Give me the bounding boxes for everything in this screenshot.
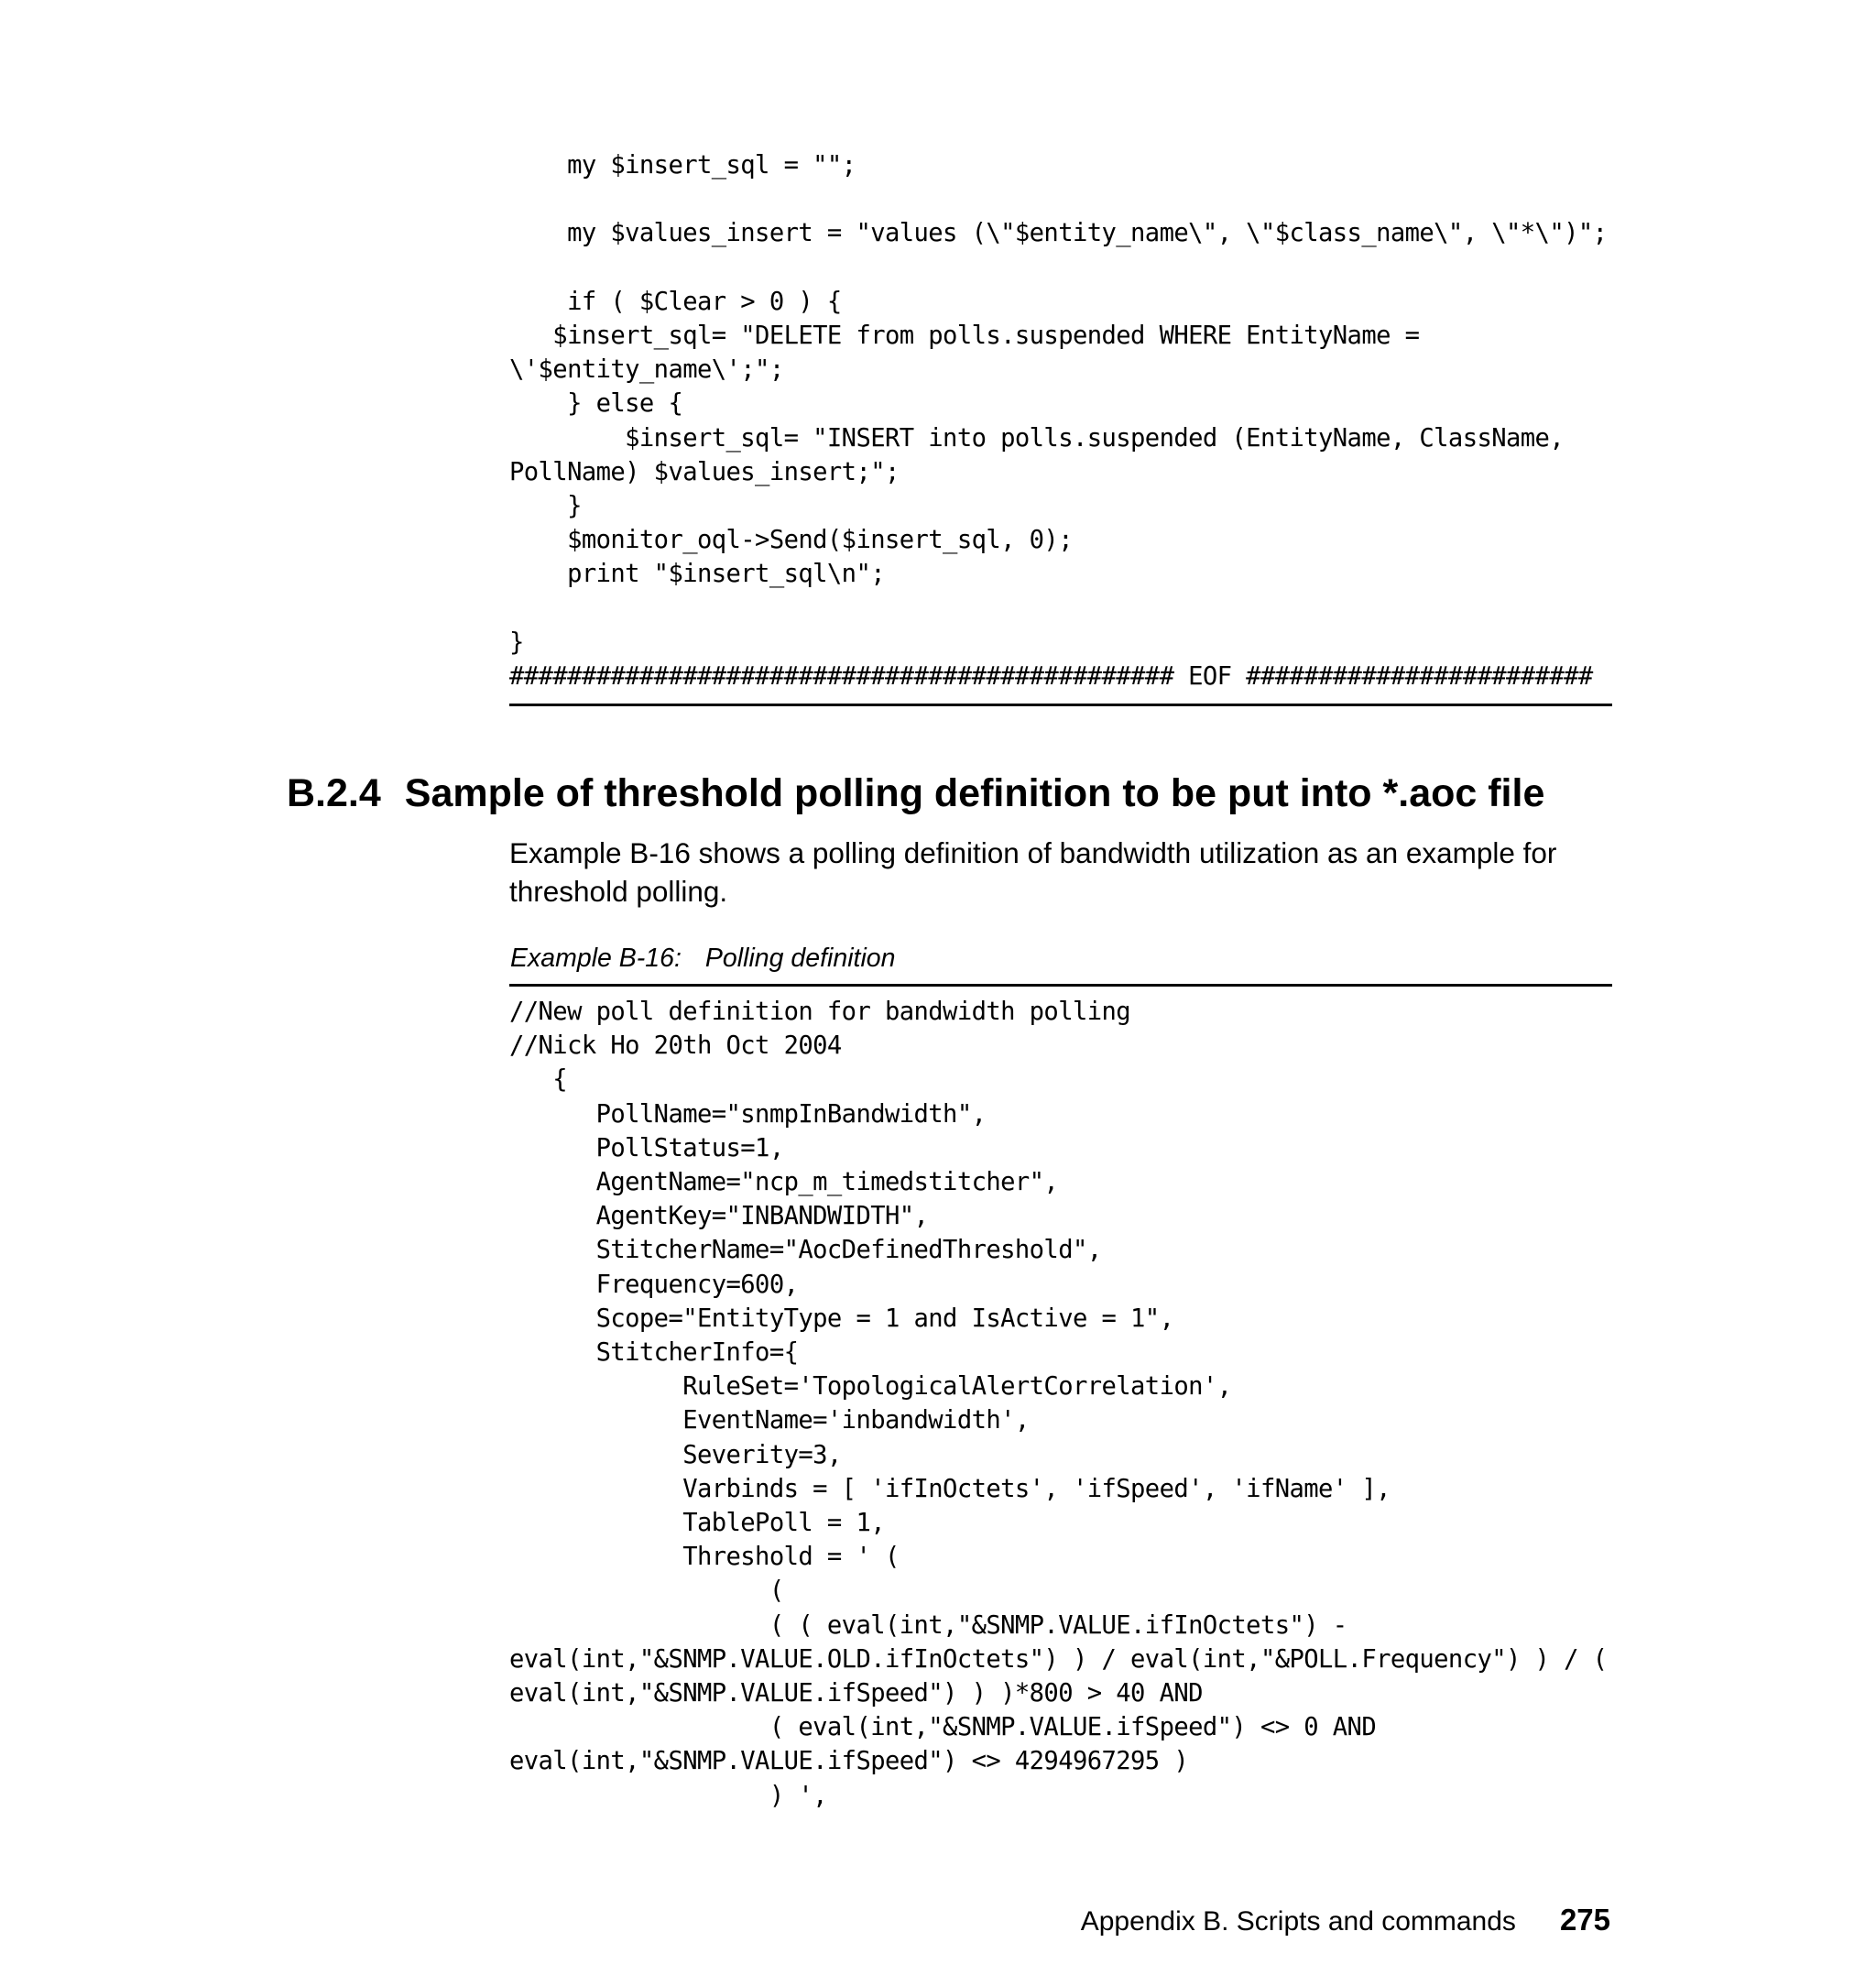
example-label: Example B-16:: [510, 944, 682, 973]
footer-text: Appendix B. Scripts and commands: [1080, 1906, 1516, 1937]
example-caption: [510, 942, 895, 975]
page-footer: [1081, 1902, 1610, 1940]
page-number: 275: [1559, 1903, 1610, 1937]
section-heading: [287, 768, 1544, 819]
example-code-block: //New poll definition for bandwidth polling //Nick Ho 20th Oct 2004 { PollName="snmpInBandwidth", PollStatus=1, AgentName="ncp_m_timedstitcher", AgentKey="INBANDWIDTH", StitcherName="AocDefinedThreshold", Frequency=600, Scope="EntityType = 1 and IsActive = 1", StitcherInfo={ RuleSet='TopologicalAlertCorrelation', EventName='inbandwidth', Severity=3, Varbinds = [ 'ifInOctets', 'ifSpeed', 'ifName' ], TablePoll = 1, Threshold = ' ( ( ( ( eval(int,"&SNMP.VALUE.ifInOctets") - eval(int,"&SNMP.VALUE.OLD.ifInOctets") ) / eval(int,"&POLL.Frequency") ) / ( eval(int,"&SNMP.VALUE.ifSpeed") ) )*800 > 40 AND ( eval(int,"&SNMP.VALUE.ifSpeed") <> 0 AND eval(int,"&SNMP.VALUE.ifSpeed") <> 4294967295 ) ) ',: [509, 998, 1608, 1810]
section-title: Sample of threshold polling definition to be put into *.aoc file: [404, 771, 1545, 815]
perl-code-block: my $insert_sql = ""; my $values_insert = "values (\"$entity_name\", \"$class_name\", \"*\")"; if ( $Clear > 0 ) { $insert_sql= "DELETE from polls.suspended WHERE EntityName = \'$entity_name\';"; } else { $insert_sql= "INSERT into polls.suspended (EntityName, ClassName, PollName) $values_insert;"; } $monitor_oql->Send($insert_sql, 0); print "$insert_sql\n"; } ############################################## EOF ########################: [509, 151, 1608, 692]
example-top-rule: [509, 984, 1612, 987]
example-title: Polling definition: [704, 944, 896, 973]
code-block-bottom-rule: [509, 704, 1612, 706]
body-paragraph: Example B-16 shows a polling definition of bandwidth utilization as an example for threshold polling.: [509, 836, 1557, 908]
section-number: B.2.4: [287, 771, 381, 815]
